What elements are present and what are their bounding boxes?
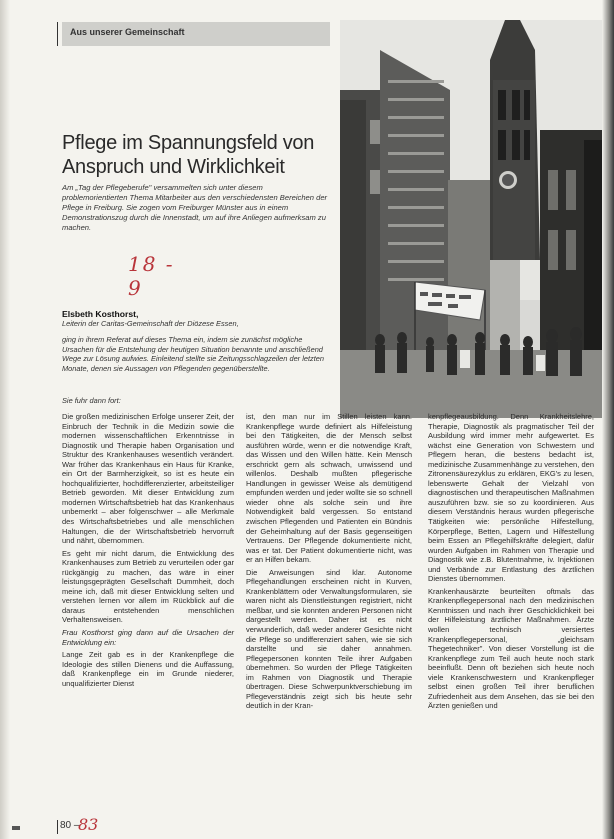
page-number: 80 –: [60, 820, 80, 831]
text-column-1: [62, 412, 234, 691]
paragraph: Die großen medizinischen Erfolge unserer Zeit, der Einbruch der Technik in die Medizin sowie die modernen wissenschaftlichen Erkenntnisse in Diagnostik und Therapie haben Organisation und Struktur des Krankenhauses wesentlich verändert. War früher das Krankenhaus ein Haus für Kranke, ein Ort der Barmherzigkeit, so ist es heute ein hochqualifizierter, hochdifferenzierter, arbeitsteiliger Betrieb geworden. Mit dieser Entwicklung zum modernen Wirtschaftsbetrieb hat das Krankenhaus unbemerkt – aber folgenschwer – alle Merkmale des Wirtschaftsbetriebes und alle menschlichen Haltungen, die der Wirtschaftsbetrieb hervorruft und nährt, übernommen.: [62, 412, 234, 546]
text-column-2: [246, 412, 412, 714]
page-right-edge: [602, 0, 614, 839]
paragraph: Krankenhausärzte beurteilten oftmals das Krankenpflegepersonal nach den medizinischen Kenntnissen und nach ihrer Geschicklichkeit bei der Hilfeleistung ärztlicher Maßnahmen. Ärzte wollen technisch versiertes Krankenpflegepersonal, „gleichsam Thegetechniker". Von dieser Vorstellung ist die Krankenpflege zum Teil auch heute noch stark beeinflußt. Denn oft beziehen sich heute noch viele Krankenschwestern und Krankenpfleger selbst einen großen Teil ihrer beruflichen Zufriedenheit aus dem Ansehen, das sie bei den Ärzten genießen und: [428, 586, 594, 711]
paragraph: Die Anweisungen sind klar. Autonome Pflegehandlungen erscheinen nicht in Kurven, Krankenblättern oder Verwaltungsformularen, sie waren nicht als Dienstleistungen registriert, nicht meßbar, und sie konnten anderen Personen nicht dargestellt werden. Daher ist es nicht verwunderlich, daß weder anderer Gesichte nicht die Pflege so undifferenziert sahen, wie sie sich darstellte und sie daher annahmen. Pflegepersonen konnten Teile ihrer Aufgaben übernehmen. So wurden der Pflege Tätigkeiten im Rahmen von Diagnostik und Therapie übertragen. Diese Schwerpunktverschiebung im Pflegeverständnis zeigt sich bis heute sehr deutlich in der Kran-: [246, 567, 412, 711]
paragraph: kenpflegeausbildung. Denn Krankheitslehre, Therapie, Diagnostik als pragmatischer Teil der Ausbildung wird immer mehr aufgewertet. Es wächst eine Generation von Schwestern und Pflegern heran, die bestens bedacht ist, medizinische Zusammenhänge zu verstehen, den Zitronensäurezyklus zu erklären, EKG's zu lesen, lebenswerte Gehalt der Vielzahl von diagnostischen und therapeutischen Maßnahmen auszuführen bzw. sie so zu koordinieren. Aus diesem Verständnis heraus wurden pflegerische Tätigkeiten wie: persönliche Hilfestellung, Körperpflege, Betten, Lagern und Hilfestellung beim Essen an Pflegehilfskräfte delegiert, dafür wurden Aufgaben im Rahmen von Therapie und Diagnostik wie z.B. Blutentnahme, iv. Injektionen und Verbände zur Entlastung des ärztlichen Dienstes übernommen.: [428, 412, 594, 584]
demonstration-photo: [340, 20, 602, 418]
text-column-3: [428, 412, 594, 714]
page-left-edge: [0, 0, 10, 839]
title-line-2: Anspruch und Wirklichkeit: [62, 156, 285, 179]
lead-line: Sie fuhr dann fort:: [62, 396, 121, 405]
title-line-1: Pflege im Spannungsfeld von: [62, 132, 315, 155]
article-abstract: ging in ihrem Referat auf dieses Thema ein, indem sie zunächst mögliche Ursachen für die Entstehung der heutigen Situation benannte und anschließend Wege zur Lösung aufwies. Einleitend stellte sie Zeitungsschlagzeilen der letzten Monate, denen sie Aussagen von Pflegenden gegenüberstellte.: [62, 335, 324, 373]
binding-mark: [12, 826, 20, 830]
article-title: [62, 131, 332, 179]
paragraph: ist, den man nur im Stillen leisten kann. Krankenpflege wurde definiert als Hilfeleistung bei den Tätigkeiten, die der Mensch selbst ausführen würde, wenn er die notwendige Kraft, das Wissen und den Willen hätte. Kein Mensch erschrickt gern als schwach, unwissend und willenlos. Deshalb mußten pflegerische Handlungen in gewisser Weise als demütigend empfunden werden und jeder wollte sie so schnell wieder ohne als solche sein und ihre Notwendigkeit bald vergessen. So entstand zwischen Pflegenden und Patienten ein Bündnis der Geheimhaltung auf der Basis gegenseitigen Vertrauens. Der Pflegende dokumentierte nicht, was er tat. Der Patient dokumentierte nicht, was er an Hilfen bekam.: [246, 412, 412, 565]
paragraph: Lange Zeit gab es in der Krankenpflege die Ideologie des stillen Dienens und die Auffassung, daß Krankenpflege ein im Grunde niederer, unqualifizierter Dienst: [62, 650, 234, 688]
section-label: Aus unserer Gemeinschaft: [62, 22, 330, 46]
paragraph: Frau Kosthorst ging dann auf die Ursachen der Entwicklung ein:: [62, 628, 234, 647]
author-name: Elsbeth Kosthorst,: [62, 309, 139, 319]
paragraph: Es geht mir nicht darum, die Entwicklung des Krankenhauses zum Betrieb zu verurteilen oder gar rückgängig zu machen, das wäre in einer leistungsgeprägten Gesellschaft Dummheit, doch meine ich, daß mit dieser Entwicklung selten und verstehen lernen vor allem im Rückblick auf die daraus entstehenden menschlichen Verhaltensweisen.: [62, 548, 234, 625]
article-intro: Am „Tag der Pflegeberufe" versammelten sich unter diesem problemorientierten Thema Mitarbeiter aus den verschiedensten Bereichen der Pflege in Freiburg. Sie zogen vom Freiburger Münster aus in einem Demonstrationszug durch die Innenstadt, um auf ihre Anliegen aufmerksam zu machen.: [62, 183, 328, 232]
handwritten-page-number: 83: [78, 815, 99, 834]
handwritten-note: 18 - 9: [128, 252, 175, 300]
author-role: Leiterin der Caritas-Gemeinschaft der Diözese Essen,: [62, 319, 239, 328]
footer-rule: [57, 820, 58, 834]
header-rule: [57, 22, 58, 46]
